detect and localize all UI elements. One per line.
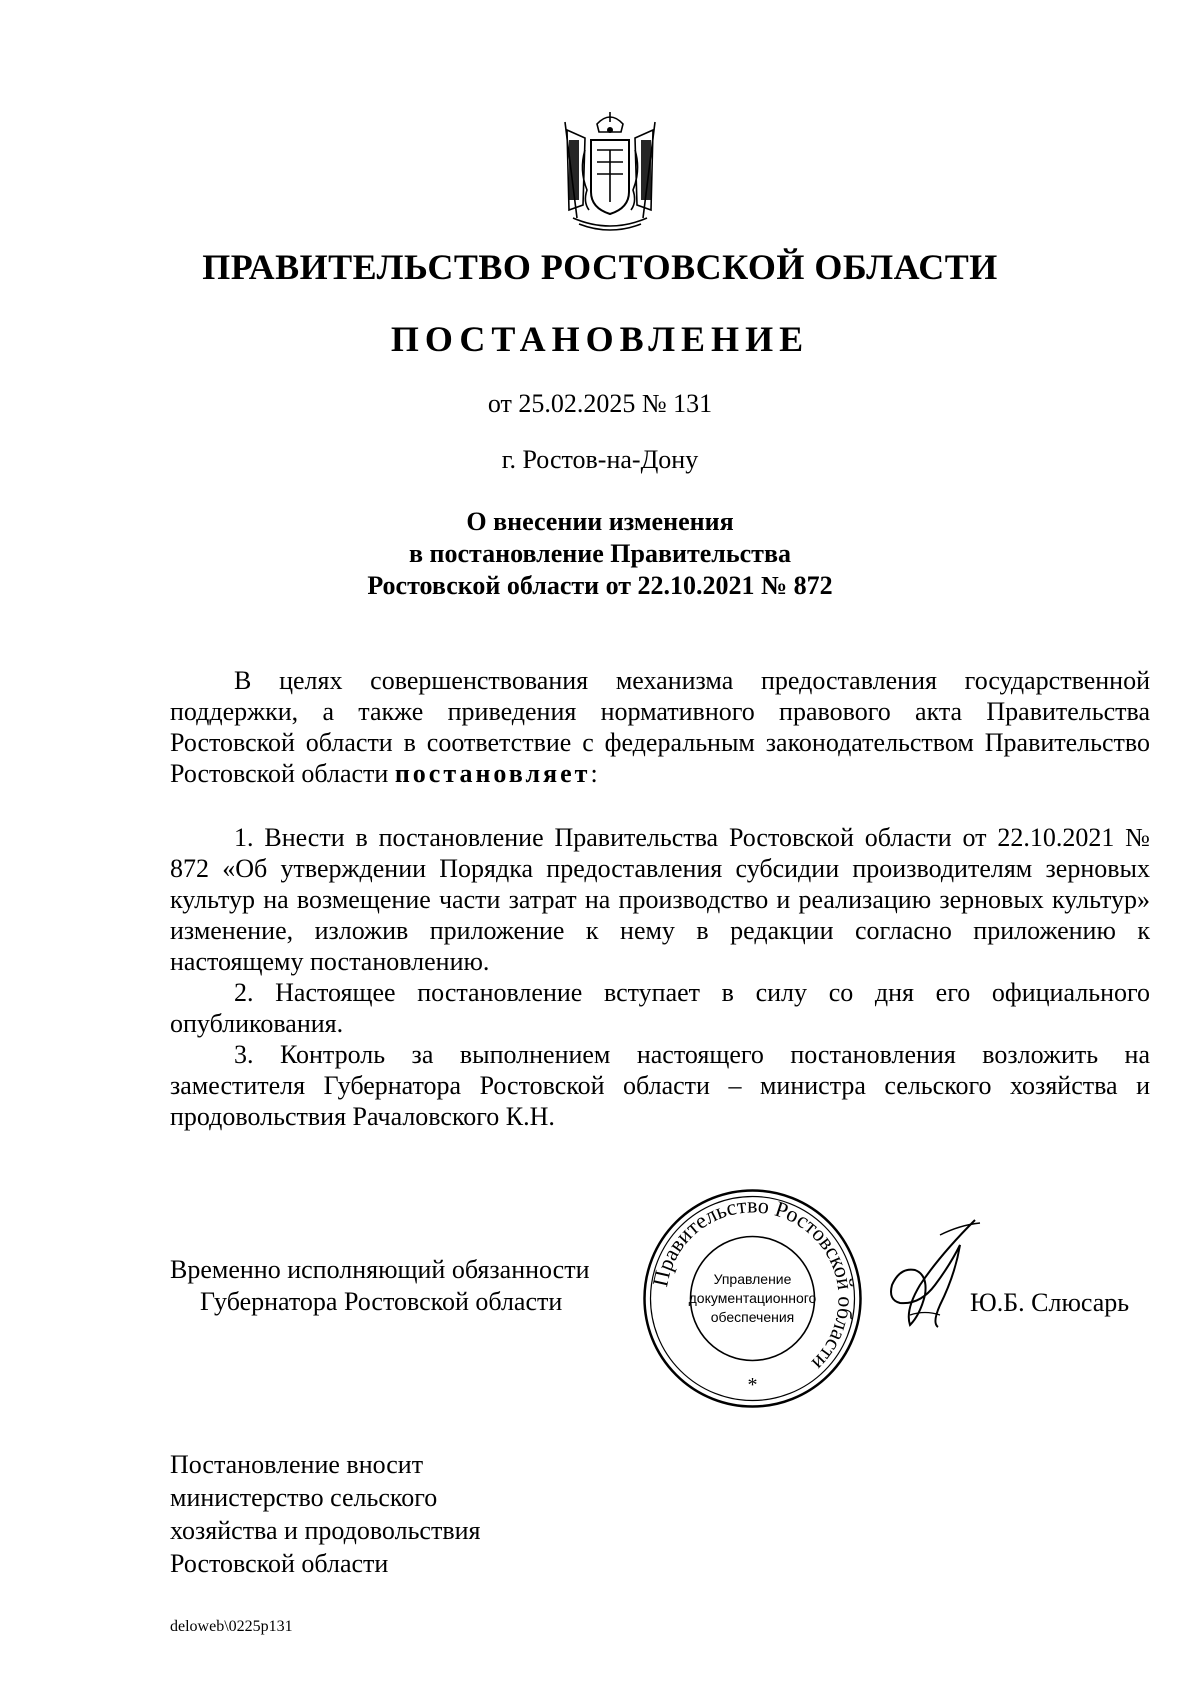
introducer-line: Постановление вносит bbox=[170, 1450, 424, 1479]
decree-item: 2. Настоящее постановление вступает в силу со дня его официального опубликования. bbox=[170, 978, 1150, 1038]
introducer-line: Ростовской области bbox=[170, 1549, 389, 1578]
decree-items bbox=[170, 822, 1150, 1132]
subject-line: Ростовской области от 22.10.2021 № 872 bbox=[367, 571, 833, 600]
position-line: Временно исполняющий обязанности bbox=[170, 1255, 590, 1284]
decree-subject bbox=[0, 506, 1200, 602]
signatory-name: Ю.Б. Слюсарь bbox=[970, 1288, 1130, 1317]
coat-of-arms-icon bbox=[555, 110, 665, 235]
stamp-inner-line: обеспечения bbox=[710, 1309, 795, 1325]
stamp-inner-line: Управление bbox=[713, 1271, 792, 1287]
decree-item: 3. Контроль за выполнением настоящего постановления возложить на заместителя Губернатора Ростовской области – министра сельского хозяйства и продовольствия Рачаловского К.Н. bbox=[170, 1040, 1150, 1131]
preamble-text: В целях совершенствования механизма предоставления государственной поддержки, а также приведения нормативного правового акта Правительства Ростовской области в соответствие с федеральным законодательством Правительство Ростовской области bbox=[170, 666, 1150, 788]
decree-city: г. Ростов-на-Дону bbox=[501, 445, 699, 474]
document-code: deloweb\0225p131 bbox=[170, 1618, 293, 1635]
decree-item: 1. Внести в постановление Правительства Ростовской области от 22.10.2021 № 872 «Об утверждении Порядка предоставления субсидии производителям зерновых культур на возмещение части затрат на производство и реализацию зерновых культур» изменение, изложив приложение к нему в редакции согласно приложению к настоящему постановлению. bbox=[170, 823, 1150, 976]
decree-date-number: от 25.02.2025 № 131 bbox=[487, 389, 713, 418]
stamp-inner-line: документационного bbox=[688, 1290, 817, 1306]
introducer-line: министерство сельского bbox=[170, 1483, 438, 1512]
stamp-outer-text: Правительство Ростовской области bbox=[647, 1192, 859, 1376]
government-title: ПРАВИТЕЛЬСТВО РОСТОВСКОЙ ОБЛАСТИ bbox=[202, 247, 998, 287]
preamble-paragraph bbox=[170, 665, 1150, 789]
subject-line: О внесении изменения bbox=[466, 507, 734, 536]
subject-line: в постановление Правительства bbox=[408, 539, 791, 568]
introducer-line: хозяйства и продовольствия bbox=[170, 1516, 481, 1545]
official-stamp bbox=[640, 1186, 865, 1411]
signatory-position bbox=[170, 1254, 590, 1318]
position-line: Губернатора Ростовской области bbox=[200, 1287, 563, 1316]
stamp-star: * bbox=[747, 1374, 758, 1396]
preamble-emphasis: постановляет bbox=[394, 759, 591, 788]
introduced-by bbox=[170, 1448, 480, 1580]
document-type-title: ПОСТАНОВЛЕНИЕ bbox=[390, 319, 810, 359]
preamble-tail: : bbox=[590, 759, 598, 788]
